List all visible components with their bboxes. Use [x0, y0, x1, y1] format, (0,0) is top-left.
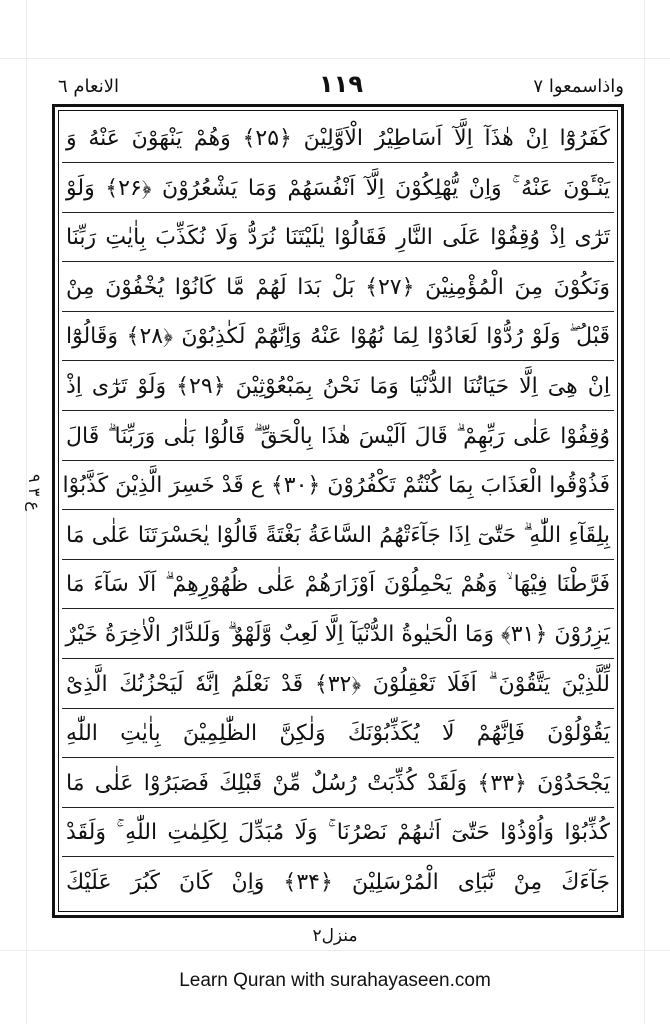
- text-line: كَفَرُوْٓا اِنْ هٰذَآ اِلَّآ اَسَاطِيْرُ الْاَوَّلِيْنَ ﴿۲۵﴾ وَهُمْ يَنْهَوْنَ عَنْهُ وَ: [62, 114, 614, 163]
- text-line: كُذِّبُوْا وَاُوْذُوْا حَتّٰىٓ اَتٰىهُمْ نَصْرُنَا ۚ وَلَا مُبَدِّلَ لِكَلِمٰتِ اللّٰهِ ۚ وَلَقَدْ: [62, 808, 614, 857]
- text-line: تَرٰٓى اِذْ وُقِفُوْا عَلَى النَّارِ فَقَالُوْا يٰلَيْتَنَا نُرَدُّ وَلَا نُكَذِّبَ بِاٰيٰتِ رَبِّنَا: [62, 213, 614, 262]
- text-line: وَنَكُوْنَ مِنَ الْمُؤْمِنِيْنَ ﴿۲۷﴾ بَلْ بَدَا لَهُمْ مَّا كَانُوْا يُخْفُوْنَ مِنْ: [62, 263, 614, 312]
- site-credit: Learn Quran with surahayaseen.com: [179, 970, 491, 991]
- text-line: جَآءَكَ مِنْ نَّبَاِى الْمُرْسَلِيْنَ ﴿۳۴﴾ وَاِنْ كَانَ كَبُرَ عَلَيْكَ: [66, 870, 610, 895]
- page-number: ١١٩: [319, 70, 363, 98]
- text-line: وُقِفُوْا عَلٰى رَبِّهِمْ ۗ قَالَ اَلَيْسَ هٰذَا بِالْحَقِّ ۗ قَالُوْا بَلٰى وَرَبِّنَا ۗ قَالَ: [62, 412, 614, 461]
- ruku-marker: ع ۳ ۹: [25, 473, 44, 511]
- page-header: [58, 70, 624, 104]
- text-line: يَقُوْلُوْنَ فَاِنَّهُمْ لَا يُكَذِّبُوْنَكَ وَلٰكِنَّ الظّٰلِمِيْنَ بِاٰيٰتِ اللّٰهِ: [62, 709, 614, 758]
- surah-name: الانعام ٦: [58, 76, 119, 97]
- text-line: يَجْحَدُوْنَ ﴿۳۳﴾ وَلَقَدْ كُذِّبَتْ رُسُلٌ مِّنْ قَبْلِكَ فَصَبَرُوْا عَلٰى مَا: [62, 759, 614, 808]
- text-line: يَزِرُوْنَ ﴿۳۱﴾ وَمَا الْحَيٰوةُ الدُّنْيَآ اِلَّا لَعِبٌ وَّلَهْوٌ ۗ وَلَلدَّارُ الْاٰخِرَةُ خَيْرٌ: [62, 610, 614, 659]
- para-name: واذاسمعوا ٧: [533, 76, 624, 97]
- quran-text-block: [62, 114, 614, 908]
- manzil-label: منزل٢: [312, 926, 358, 946]
- text-line: فَذُوْقُوا الْعَذَابَ بِمَا كُنْتُمْ تَكْفُرُوْنَ ﴿۳۰﴾ ع قَدْ خَسِرَ الَّذِيْنَ كَذَّبُوْا: [62, 461, 614, 510]
- text-line: فَرَّطْنَا فِيْهَا ۙ وَهُمْ يَحْمِلُوْنَ اَوْزَارَهُمْ عَلٰى ظُهُوْرِهِمْ ۗ اَلَا سَآءَ مَا: [62, 560, 614, 609]
- text-line: قَبْلُ ۖ وَلَوْ رُدُّوْا لَعَادُوْا لِمَا نُهُوْا عَنْهُ وَاِنَّهُمْ لَكٰذِبُوْنَ ﴿۲۸﴾ وَقَالُوْٓا: [62, 312, 614, 361]
- text-line: لِّلَّذِيْنَ يَتَّقُوْنَ ۗ اَفَلَا تَعْقِلُوْنَ ﴿۳۲﴾ قَدْ نَعْلَمُ اِنَّهٗ لَيَحْزُنُكَ الَّذِىْ: [62, 660, 614, 709]
- text-line: بِلِقَآءِ اللّٰهِ ۗ حَتّٰىٓ اِذَا جَآءَتْهُمُ السَّاعَةُ بَغْتَةً قَالُوْا يٰحَسْرَتَنَا عَلٰى مَا: [62, 511, 614, 560]
- text-line: اِنْ هِىَ اِلَّا حَيَاتُنَا الدُّنْيَا وَمَا نَحْنُ بِمَبْعُوْثِيْنَ ﴿۲۹﴾ وَلَوْ تَرٰٓى اِذْ: [62, 362, 614, 411]
- text-line: يَنْـَٔوْنَ عَنْهُ ۚ وَاِنْ يُّهْلِكُوْنَ اِلَّآ اَنْفُسَهُمْ وَمَا يَشْعُرُوْنَ ﴿۲۶﴾ وَلَوْ: [62, 164, 614, 213]
